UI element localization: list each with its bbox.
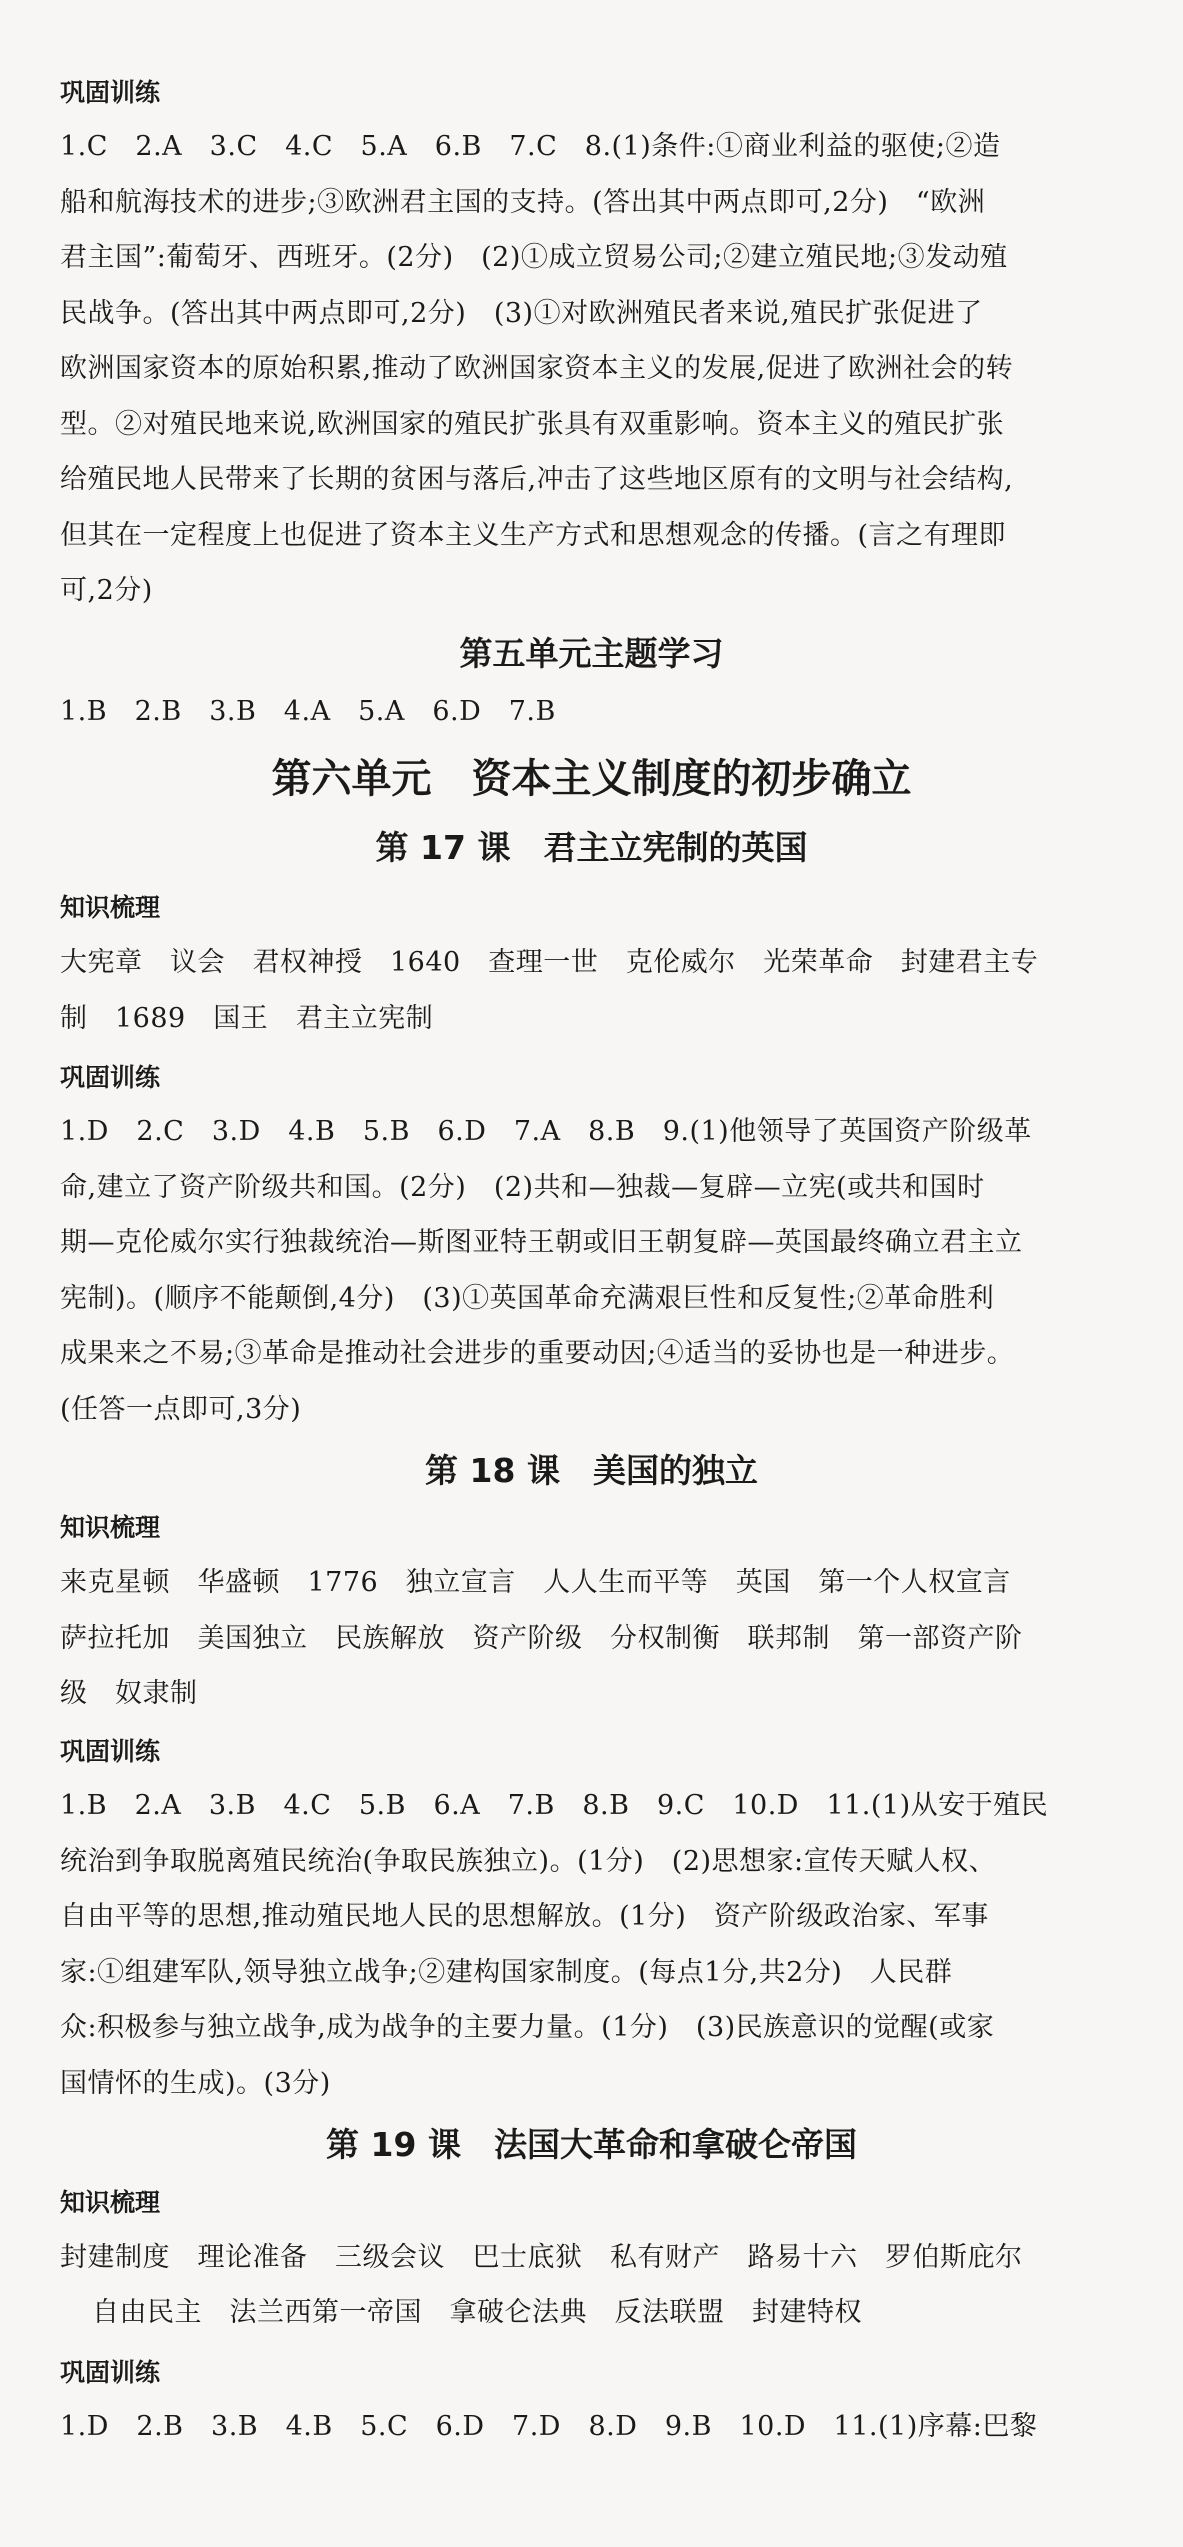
answer-line: 船和航海技术的进步;③欧洲君主国的支持。(答出其中两点即可,2分) “欧洲: [60, 187, 986, 218]
answer-line: 自由平等的思想,推动殖民地人民的思想解放。(1分) 资产阶级政治家、军事: [60, 1901, 989, 1932]
answer-line: 统治到争取脱离殖民统治(争取民族独立)。(1分) (2)思想家:宣传天赋人权、: [60, 1846, 997, 1877]
answer-line: 命,建立了资产阶级共和国。(2分) (2)共和—独裁—复辟—立宪(或共和国时: [60, 1172, 985, 1203]
answer-line: 欧洲国家资本的原始积累,推动了欧洲国家资本主义的发展,促进了欧洲社会的转: [60, 353, 1014, 384]
answer-line: 但其在一定程度上也促进了资本主义生产方式和思想观念的传播。(言之有理即: [60, 520, 1007, 551]
knowledge-line: 自由民主 法兰西第一帝国 拿破仑法典 反法联盟 封建特权: [92, 2297, 862, 2328]
lesson-17-title: 第 17 课 君主立宪制的英国: [375, 828, 808, 867]
answer-line: 1.D 2.B 3.B 4.B 5.C 6.D 7.D 8.D 9.B 10.D 11.(1)序幕:巴黎: [60, 2411, 1038, 2442]
answer-line: 宪制)。(顺序不能颠倒,4分) (3)①英国革命充满艰巨性和反复性;②革命胜利: [60, 1283, 995, 1314]
answer-line: 成果来之不易;③革命是推动社会进步的重要动因;④适当的妥协也是一种进步。: [60, 1338, 1015, 1369]
lesson-19-title: 第 19 课 法国大革命和拿破仑帝国: [326, 2125, 857, 2164]
answer-line: 可,2分): [60, 575, 153, 606]
answer-line: (任答一点即可,3分): [60, 1394, 302, 1425]
answer-line: 1.D 2.C 3.D 4.B 5.B 6.D 7.A 8.B 9.(1)他领导了英国资产阶级革: [60, 1116, 1032, 1147]
knowledge-line: 级 奴隶制: [60, 1678, 198, 1709]
section-heading-knowledge: 知识梳理: [60, 893, 161, 922]
answer-line: 君主国”:葡萄牙、西班牙。(2分) (2)①成立贸易公司;②建立殖民地;③发动殖: [60, 242, 1008, 273]
answer-line: 给殖民地人民带来了长期的贫困与落后,冲击了这些地区原有的文明与社会结构,: [60, 464, 1014, 495]
knowledge-line: 萨拉托加 美国独立 民族解放 资产阶级 分权制衡 联邦制 第一部资产阶: [60, 1623, 1023, 1654]
answer-line: 1.B 2.A 3.B 4.C 5.B 6.A 7.B 8.B 9.C 10.D 11.(1)从安于殖民: [60, 1790, 1049, 1821]
section-heading-knowledge: 知识梳理: [60, 2188, 161, 2217]
unit-five-theme-title: 第五单元主题学习: [459, 634, 724, 673]
knowledge-line: 制 1689 国王 君主立宪制: [60, 1003, 434, 1034]
section-heading-consolidation: 巩固训练: [60, 1063, 161, 1092]
knowledge-line: 大宪章 议会 君权神授 1640 查理一世 克伦威尔 光荣革命 封建君主专: [60, 947, 1039, 978]
answer-line: 家:①组建军队,领导独立战争;②建构国家制度。(每点1分,共2分) 人民群: [60, 1957, 953, 1988]
unit-six-title: 第六单元 资本主义制度的初步确立: [271, 756, 912, 802]
answer-line: 1.B 2.B 3.B 4.A 5.A 6.D 7.B: [60, 696, 556, 727]
answer-line: 国情怀的生成)。(3分): [60, 2068, 331, 2099]
answer-line: 型。②对殖民地来说,欧洲国家的殖民扩张具有双重影响。资本主义的殖民扩张: [60, 409, 1005, 440]
section-heading-consolidation: 巩固训练: [60, 1737, 161, 1766]
knowledge-line: 封建制度 理论准备 三级会议 巴士底狱 私有财产 路易十六 罗伯斯庇尔: [60, 2242, 1023, 2273]
section-heading-consolidation: 巩固训练: [60, 78, 161, 107]
knowledge-line: 来克星顿 华盛顿 1776 独立宣言 人人生而平等 英国 第一个人权宣言: [60, 1567, 1011, 1598]
section-heading-consolidation: 巩固训练: [60, 2358, 161, 2387]
lesson-18-title: 第 18 课 美国的独立: [425, 1451, 758, 1490]
answer-line: 1.C 2.A 3.C 4.C 5.A 6.B 7.C 8.(1)条件:①商业利益的驱使;②造: [60, 131, 1001, 162]
answer-line: 期—克伦威尔实行独裁统治—斯图亚特王朝或旧王朝复辟—英国最终确立君主立: [60, 1227, 1023, 1258]
section-heading-knowledge: 知识梳理: [60, 1513, 161, 1542]
answer-line: 众:积极参与独立战争,成为战争的主要力量。(1分) (3)民族意识的觉醒(或家: [60, 2012, 995, 2043]
answer-line: 民战争。(答出其中两点即可,2分) (3)①对欧洲殖民者来说,殖民扩张促进了: [60, 298, 983, 329]
